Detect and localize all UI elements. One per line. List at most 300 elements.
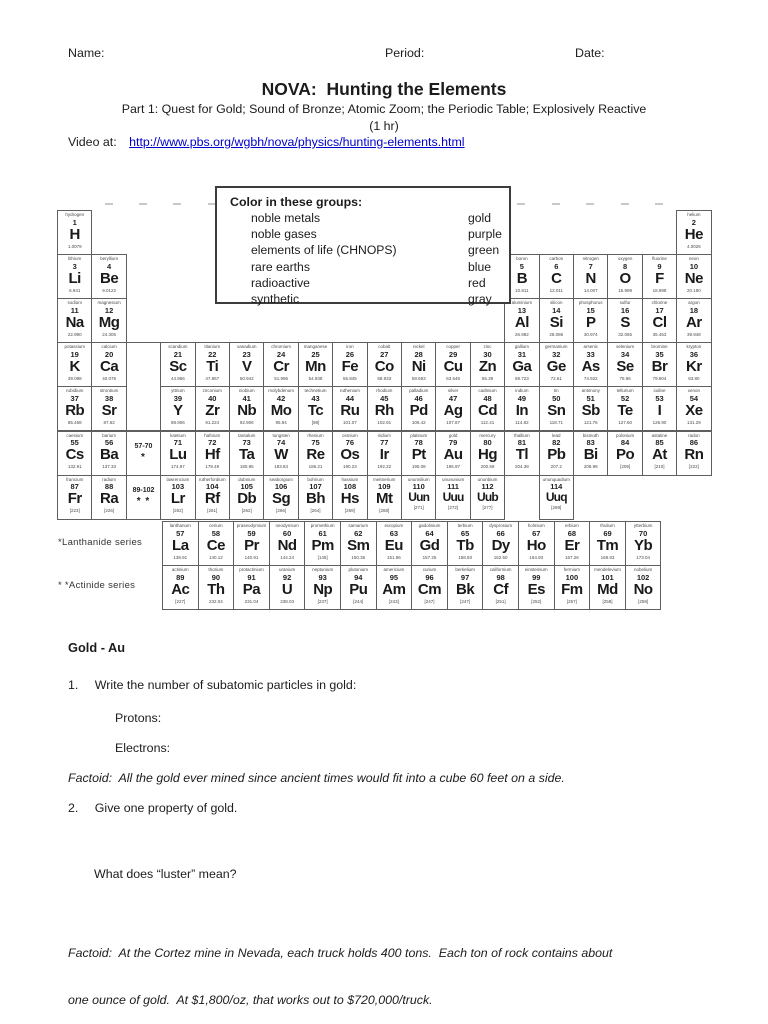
element-name: manganese	[303, 344, 328, 350]
element-mass: [252]	[531, 598, 542, 604]
element-name: neodymium	[275, 523, 299, 528]
element-mass: 140.12	[209, 554, 223, 560]
element-cell-Cd	[470, 386, 505, 431]
element-mass: 47.867	[205, 375, 220, 381]
actinide-series-label: * *Actinide series	[58, 580, 136, 591]
element-name: dysprosium	[489, 523, 513, 528]
element-number: 89	[176, 572, 185, 582]
element-number: 46	[414, 393, 423, 403]
element-symbol: I	[657, 402, 662, 420]
element-symbol: Zr	[205, 402, 220, 420]
element-number: 14	[552, 305, 561, 315]
element-cell-Os	[332, 431, 367, 476]
element-mass: [264]	[310, 508, 321, 514]
element-number: 36	[689, 349, 699, 359]
element-cell-Sn	[539, 386, 574, 431]
section-title: Gold - Au	[68, 640, 126, 655]
element-mass: 204.38	[515, 464, 529, 470]
element-name: plutonium	[348, 567, 369, 572]
element-symbol: No	[633, 580, 653, 598]
period-field-label: Period:	[385, 46, 425, 60]
element-number: 100	[565, 572, 579, 582]
element-cell-Dy	[482, 521, 519, 566]
element-name: molybdenum	[268, 388, 294, 394]
element-name: lanthanum	[169, 523, 191, 528]
element-number: 92	[282, 572, 292, 582]
legend-color-label: green	[468, 243, 500, 258]
element-symbol: Si	[549, 314, 563, 332]
protons-label: Protons:	[115, 711, 162, 725]
lanthanide-actinide-block	[162, 521, 662, 611]
group-tick-mark	[517, 203, 525, 205]
element-cell-Pr	[233, 521, 270, 566]
element-number: 43	[311, 393, 320, 403]
element-symbol: Er	[564, 536, 580, 554]
element-symbol: F	[655, 269, 664, 287]
element-mass: 162.50	[493, 554, 508, 560]
element-symbol: Ni	[411, 358, 426, 376]
element-name: selenium	[616, 344, 635, 350]
element-number: 114	[550, 482, 563, 492]
element-name: bismuth	[582, 432, 599, 438]
element-number: 76	[345, 438, 355, 447]
legend-group-label: noble gases	[251, 227, 317, 242]
element-cell-Ne	[676, 254, 711, 299]
element-number: 106	[274, 482, 288, 492]
element-cell-La	[162, 521, 199, 566]
element-name: ununbium	[477, 476, 498, 482]
element-cell-Ra	[91, 475, 126, 520]
element-name: osmium	[342, 432, 358, 438]
element-number: 41	[242, 393, 251, 403]
element-symbol: Cu	[443, 358, 463, 376]
element-name: calcium	[101, 344, 117, 350]
element-number: 69	[603, 528, 612, 538]
element-symbol: P	[585, 314, 596, 332]
element-name: bromine	[651, 344, 668, 350]
element-mass: 79.904	[652, 375, 667, 381]
electrons-label: Electrons:	[115, 741, 171, 755]
element-number: 83	[586, 438, 595, 447]
element-name: helium	[687, 212, 701, 217]
element-symbol: Tb	[456, 536, 474, 554]
element-symbol: Sm	[347, 536, 370, 554]
element-symbol: Mg	[98, 314, 120, 332]
element-name: silicon	[550, 300, 563, 306]
element-mass: 39.098	[67, 375, 82, 381]
video-link[interactable]: http://www.pbs.org/wgbh/nova/physics/hunting-elements.html	[129, 135, 465, 149]
element-mass: 238.03	[280, 598, 294, 604]
element-symbol: Sr	[101, 402, 117, 420]
element-mass: 137.33	[102, 464, 116, 470]
element-cell-As	[573, 342, 608, 387]
element-symbol: Ac	[171, 580, 190, 598]
element-symbol: Y	[173, 402, 183, 420]
factoid-2	[68, 915, 728, 1024]
element-symbol: Li	[68, 269, 81, 287]
element-mass: 121.76	[583, 420, 598, 426]
element-symbol: Cl	[652, 314, 667, 332]
element-mass: 112.41	[480, 420, 495, 426]
element-number: 40	[208, 393, 217, 403]
element-name: curium	[422, 567, 437, 572]
element-mass: 92.906	[239, 420, 254, 426]
element-symbol: Mo	[270, 402, 292, 420]
element-cell-S	[607, 298, 642, 343]
element-number: 44	[345, 393, 355, 403]
element-number: 7	[588, 261, 593, 271]
element-symbol: Sn	[547, 402, 566, 420]
element-name: berkelium	[455, 567, 475, 572]
element-symbol: Fm	[561, 580, 583, 598]
element-symbol: Fr	[67, 490, 82, 508]
series-marker-range: 57-70	[134, 443, 153, 451]
question-1	[68, 678, 356, 694]
element-mass: 39.948	[687, 331, 701, 337]
element-cell-N	[573, 254, 608, 299]
element-mass: 168.93	[600, 554, 615, 560]
element-number: 105	[240, 482, 253, 492]
element-symbol: H	[69, 225, 80, 243]
element-symbol: Es	[527, 580, 545, 598]
element-mass: 102.91	[377, 420, 392, 426]
element-name: tellurium	[616, 388, 634, 394]
lanthanide-series-label: *Lanthanide series	[58, 537, 143, 548]
element-symbol: Ru	[340, 402, 360, 420]
element-number: 37	[70, 393, 79, 403]
element-name: cadmium	[478, 388, 497, 394]
element-number: 74	[276, 438, 286, 447]
element-cell-Xe	[676, 386, 711, 431]
element-cell-Pt	[401, 431, 436, 476]
element-number: 63	[389, 528, 399, 538]
element-number: 102	[636, 572, 650, 582]
element-mass: [210]	[654, 464, 665, 470]
element-name: promethium	[310, 523, 335, 528]
element-symbol: B	[516, 269, 528, 287]
element-cell-W	[263, 431, 298, 476]
element-cell-Cl	[642, 298, 677, 343]
element-name: erbium	[565, 523, 579, 528]
legend-group-label: synthetic	[251, 292, 300, 307]
element-cell-Fe	[332, 342, 367, 387]
element-symbol: Ne	[684, 269, 703, 287]
element-number: 94	[354, 572, 363, 582]
element-cell-Tm	[589, 521, 626, 566]
element-number: 10	[689, 261, 699, 271]
element-symbol: Ce	[206, 536, 225, 554]
name-field-label: Name:	[68, 46, 105, 60]
element-number: 73	[242, 438, 251, 447]
element-number: 3	[72, 261, 77, 271]
element-mass: 88.906	[171, 420, 185, 426]
element-symbol: Pm	[311, 536, 334, 554]
element-number: 9	[657, 261, 662, 271]
element-number: 20	[104, 349, 114, 359]
element-mass: 26.982	[515, 331, 529, 337]
element-symbol: Al	[514, 314, 529, 332]
element-symbol: S	[620, 314, 630, 332]
element-cell-Hs	[332, 475, 367, 520]
element-name: zirconium	[202, 388, 222, 394]
legend-color-label: red	[468, 275, 486, 290]
element-cell-Hg	[470, 431, 505, 476]
element-cell-Md	[589, 565, 626, 610]
element-name: gold	[448, 432, 458, 438]
element-mass: 132.91	[67, 464, 82, 470]
element-mass: 151.96	[387, 554, 401, 560]
element-number: 11	[70, 305, 79, 315]
element-number: 5	[519, 261, 524, 271]
element-name: ununnilium	[407, 476, 430, 482]
legend-group-label: rare earths	[251, 259, 310, 274]
element-symbol: Md	[597, 580, 618, 598]
element-mass: 55.845	[343, 375, 357, 381]
element-name: yttrium	[171, 388, 185, 394]
element-name: polonium	[615, 432, 635, 438]
element-cell-Rn	[676, 431, 711, 476]
element-mass: 85.468	[67, 420, 82, 426]
element-name: hafnium	[204, 432, 221, 438]
element-name: antimony	[581, 388, 600, 394]
element-symbol: Bh	[305, 490, 325, 508]
element-name: barium	[102, 432, 116, 438]
element-cell-Nd	[269, 521, 306, 566]
element-symbol: Xe	[685, 402, 703, 420]
element-name: hassium	[341, 476, 359, 482]
element-symbol: W	[274, 446, 288, 464]
element-number: 2	[691, 217, 696, 227]
element-name: americium	[383, 567, 405, 572]
factoid-2-line1: Factoid: At the Cortez mine in Nevada, each truck holds 400 tons. Each ton of rock contains about	[68, 946, 613, 960]
element-symbol: Cf	[493, 580, 509, 598]
element-name: palladium	[409, 388, 429, 394]
element-name: radium	[102, 476, 116, 482]
element-number: 19	[70, 349, 79, 359]
group-tick-mark	[586, 203, 594, 205]
element-name: mendelevium	[594, 567, 621, 572]
element-mass: 190.23	[343, 464, 357, 470]
element-cell-Ca	[91, 342, 126, 387]
element-cell-H	[57, 210, 92, 255]
element-mass: [277]	[482, 505, 493, 511]
element-mass: [259]	[638, 598, 649, 604]
element-symbol: Cs	[65, 446, 84, 464]
element-number: 84	[620, 438, 630, 447]
element-number: 39	[173, 393, 183, 403]
element-number: 48	[483, 393, 492, 403]
element-name: oxygen	[617, 256, 633, 262]
element-symbol: Ge	[546, 358, 566, 376]
element-mass: [262]	[172, 508, 183, 514]
element-cell-Cr	[263, 342, 298, 387]
element-number: 110	[412, 482, 425, 492]
element-number: 15	[586, 305, 595, 315]
element-name: indium	[515, 388, 529, 394]
element-cell-Na	[57, 298, 92, 343]
element-number: 25	[311, 349, 320, 359]
element-mass: 173.04	[636, 554, 650, 560]
element-name: xenon	[687, 388, 701, 394]
element-number: 27	[380, 349, 389, 359]
element-symbol: Co	[374, 358, 394, 376]
element-mass: 183.84	[274, 464, 288, 470]
element-symbol: Sb	[581, 402, 600, 420]
element-cell-Ho	[518, 521, 555, 566]
element-symbol: Re	[306, 446, 325, 464]
element-symbol: Uuu	[442, 490, 464, 505]
element-symbol: Pa	[242, 580, 261, 598]
element-cell-Ge	[539, 342, 574, 387]
element-mass: 4.0026	[687, 243, 701, 249]
element-cell-In	[504, 386, 539, 431]
element-number: 61	[318, 528, 327, 538]
element-mass: 126.90	[652, 420, 667, 426]
element-cell-Es	[518, 565, 555, 610]
element-name: actinium	[171, 567, 189, 572]
element-cell-Co	[367, 342, 402, 387]
element-mass: [261]	[207, 508, 218, 514]
element-mass: 50.942	[239, 375, 254, 381]
element-mass: 22.990	[67, 331, 82, 337]
element-number: 12	[104, 305, 114, 315]
series-marker-stars: *	[141, 452, 146, 464]
series-marker-cell	[126, 475, 161, 520]
element-symbol: Nd	[277, 536, 297, 554]
element-mass: 167.26	[565, 554, 579, 560]
element-cell-V	[229, 342, 264, 387]
element-number: 22	[208, 349, 217, 359]
element-cell-Ru	[332, 386, 367, 431]
element-symbol: Os	[340, 446, 360, 464]
element-cell-Be	[91, 254, 126, 299]
element-cell-Uub	[470, 475, 505, 520]
element-cell-Zr	[195, 386, 230, 431]
element-mass: 15.999	[618, 287, 632, 293]
element-name: radon	[688, 432, 700, 438]
element-cell-Lr	[160, 475, 195, 520]
element-cell-Mt	[367, 475, 402, 520]
element-number: 101	[601, 572, 614, 582]
element-name: copper	[446, 344, 460, 350]
element-number: 24	[276, 349, 286, 359]
element-symbol: La	[172, 536, 189, 554]
element-cell-Nb	[229, 386, 264, 431]
element-cell-Pm	[304, 521, 341, 566]
element-number: 47	[448, 393, 458, 403]
element-mass: 127.60	[618, 420, 632, 426]
element-symbol: Ta	[238, 446, 255, 464]
element-cell-Sm	[340, 521, 377, 566]
element-number: 108	[343, 482, 357, 492]
element-mass: [223]	[69, 508, 80, 514]
element-name: thallium	[514, 432, 530, 438]
element-mass: [226]	[104, 508, 115, 514]
element-symbol: Rh	[374, 402, 394, 420]
element-name: tungsten	[272, 432, 290, 438]
legend-title: Color in these groups:	[230, 195, 363, 209]
element-number: 88	[104, 482, 114, 492]
legend-color-label: purple	[468, 227, 502, 242]
element-mass: 6.941	[69, 287, 81, 293]
element-name: phosphorus	[578, 300, 603, 306]
element-symbol: Be	[99, 269, 119, 287]
element-symbol: Rn	[684, 446, 704, 464]
element-mass: 63.546	[446, 375, 460, 381]
group-tick-mark	[105, 203, 113, 205]
element-mass: 192.22	[377, 464, 392, 470]
element-symbol: Rb	[65, 402, 85, 420]
element-number: 97	[460, 572, 470, 582]
element-symbol: Hf	[204, 446, 220, 464]
element-number: 107	[309, 482, 322, 492]
element-cell-Uuu	[435, 475, 470, 520]
element-mass: [237]	[317, 598, 328, 604]
element-mass: 35.453	[652, 331, 667, 337]
element-mass: [269]	[344, 508, 355, 514]
element-symbol: Pu	[349, 580, 368, 598]
element-mass: [209]	[620, 464, 631, 470]
element-symbol: Sg	[272, 490, 291, 508]
element-cell-Br	[642, 342, 677, 387]
element-cell-Ni	[401, 342, 436, 387]
element-symbol: Nb	[237, 402, 257, 420]
element-mass: 114.82	[515, 420, 529, 426]
element-mass: 140.91	[244, 554, 259, 560]
element-name: francium	[66, 476, 84, 482]
element-cell-Mn	[298, 342, 333, 387]
element-cell-He	[676, 210, 711, 255]
element-mass: 54.938	[308, 375, 323, 381]
element-cell-Sb	[573, 386, 608, 431]
element-symbol: Ir	[379, 446, 389, 464]
element-cell-Sc	[160, 342, 195, 387]
element-mass: 69.723	[515, 375, 529, 381]
element-number: 26	[345, 349, 355, 359]
element-number: 81	[517, 438, 527, 447]
element-cell-Y	[160, 386, 195, 431]
element-number: 59	[247, 528, 256, 538]
element-name: nickel	[412, 344, 425, 350]
element-mass: 101.07	[343, 420, 357, 426]
element-name: terbium	[457, 523, 473, 528]
element-name: sodium	[67, 300, 82, 306]
element-number: 18	[689, 305, 699, 315]
element-symbol: Cd	[477, 402, 497, 420]
element-name: uranium	[278, 567, 296, 572]
element-mass: 174.97	[171, 464, 185, 470]
element-name: titanium	[204, 344, 221, 350]
element-number: 13	[517, 305, 527, 315]
element-name: ytterbium	[633, 523, 653, 528]
element-name: silver	[447, 388, 459, 394]
element-cell-Bk	[447, 565, 484, 610]
subtitle: Part 1: Quest for Gold; Sound of Bronze; Atomic Zoom; the Periodic Table; Explosively Reactive	[121, 102, 647, 116]
element-name: chromium	[271, 344, 291, 350]
element-symbol: Yb	[634, 536, 653, 554]
element-name: fluorine	[652, 256, 667, 262]
element-cell-Bi	[573, 431, 608, 476]
element-number: 95	[389, 572, 399, 582]
element-name: platinum	[410, 432, 428, 438]
element-cell-C	[539, 254, 574, 299]
element-number: 8	[623, 261, 628, 271]
element-name: tantalum	[238, 432, 256, 438]
legend-item	[230, 242, 509, 258]
element-number: 90	[211, 572, 221, 582]
element-number: 4	[107, 261, 112, 271]
element-mass: [145]	[317, 554, 328, 560]
